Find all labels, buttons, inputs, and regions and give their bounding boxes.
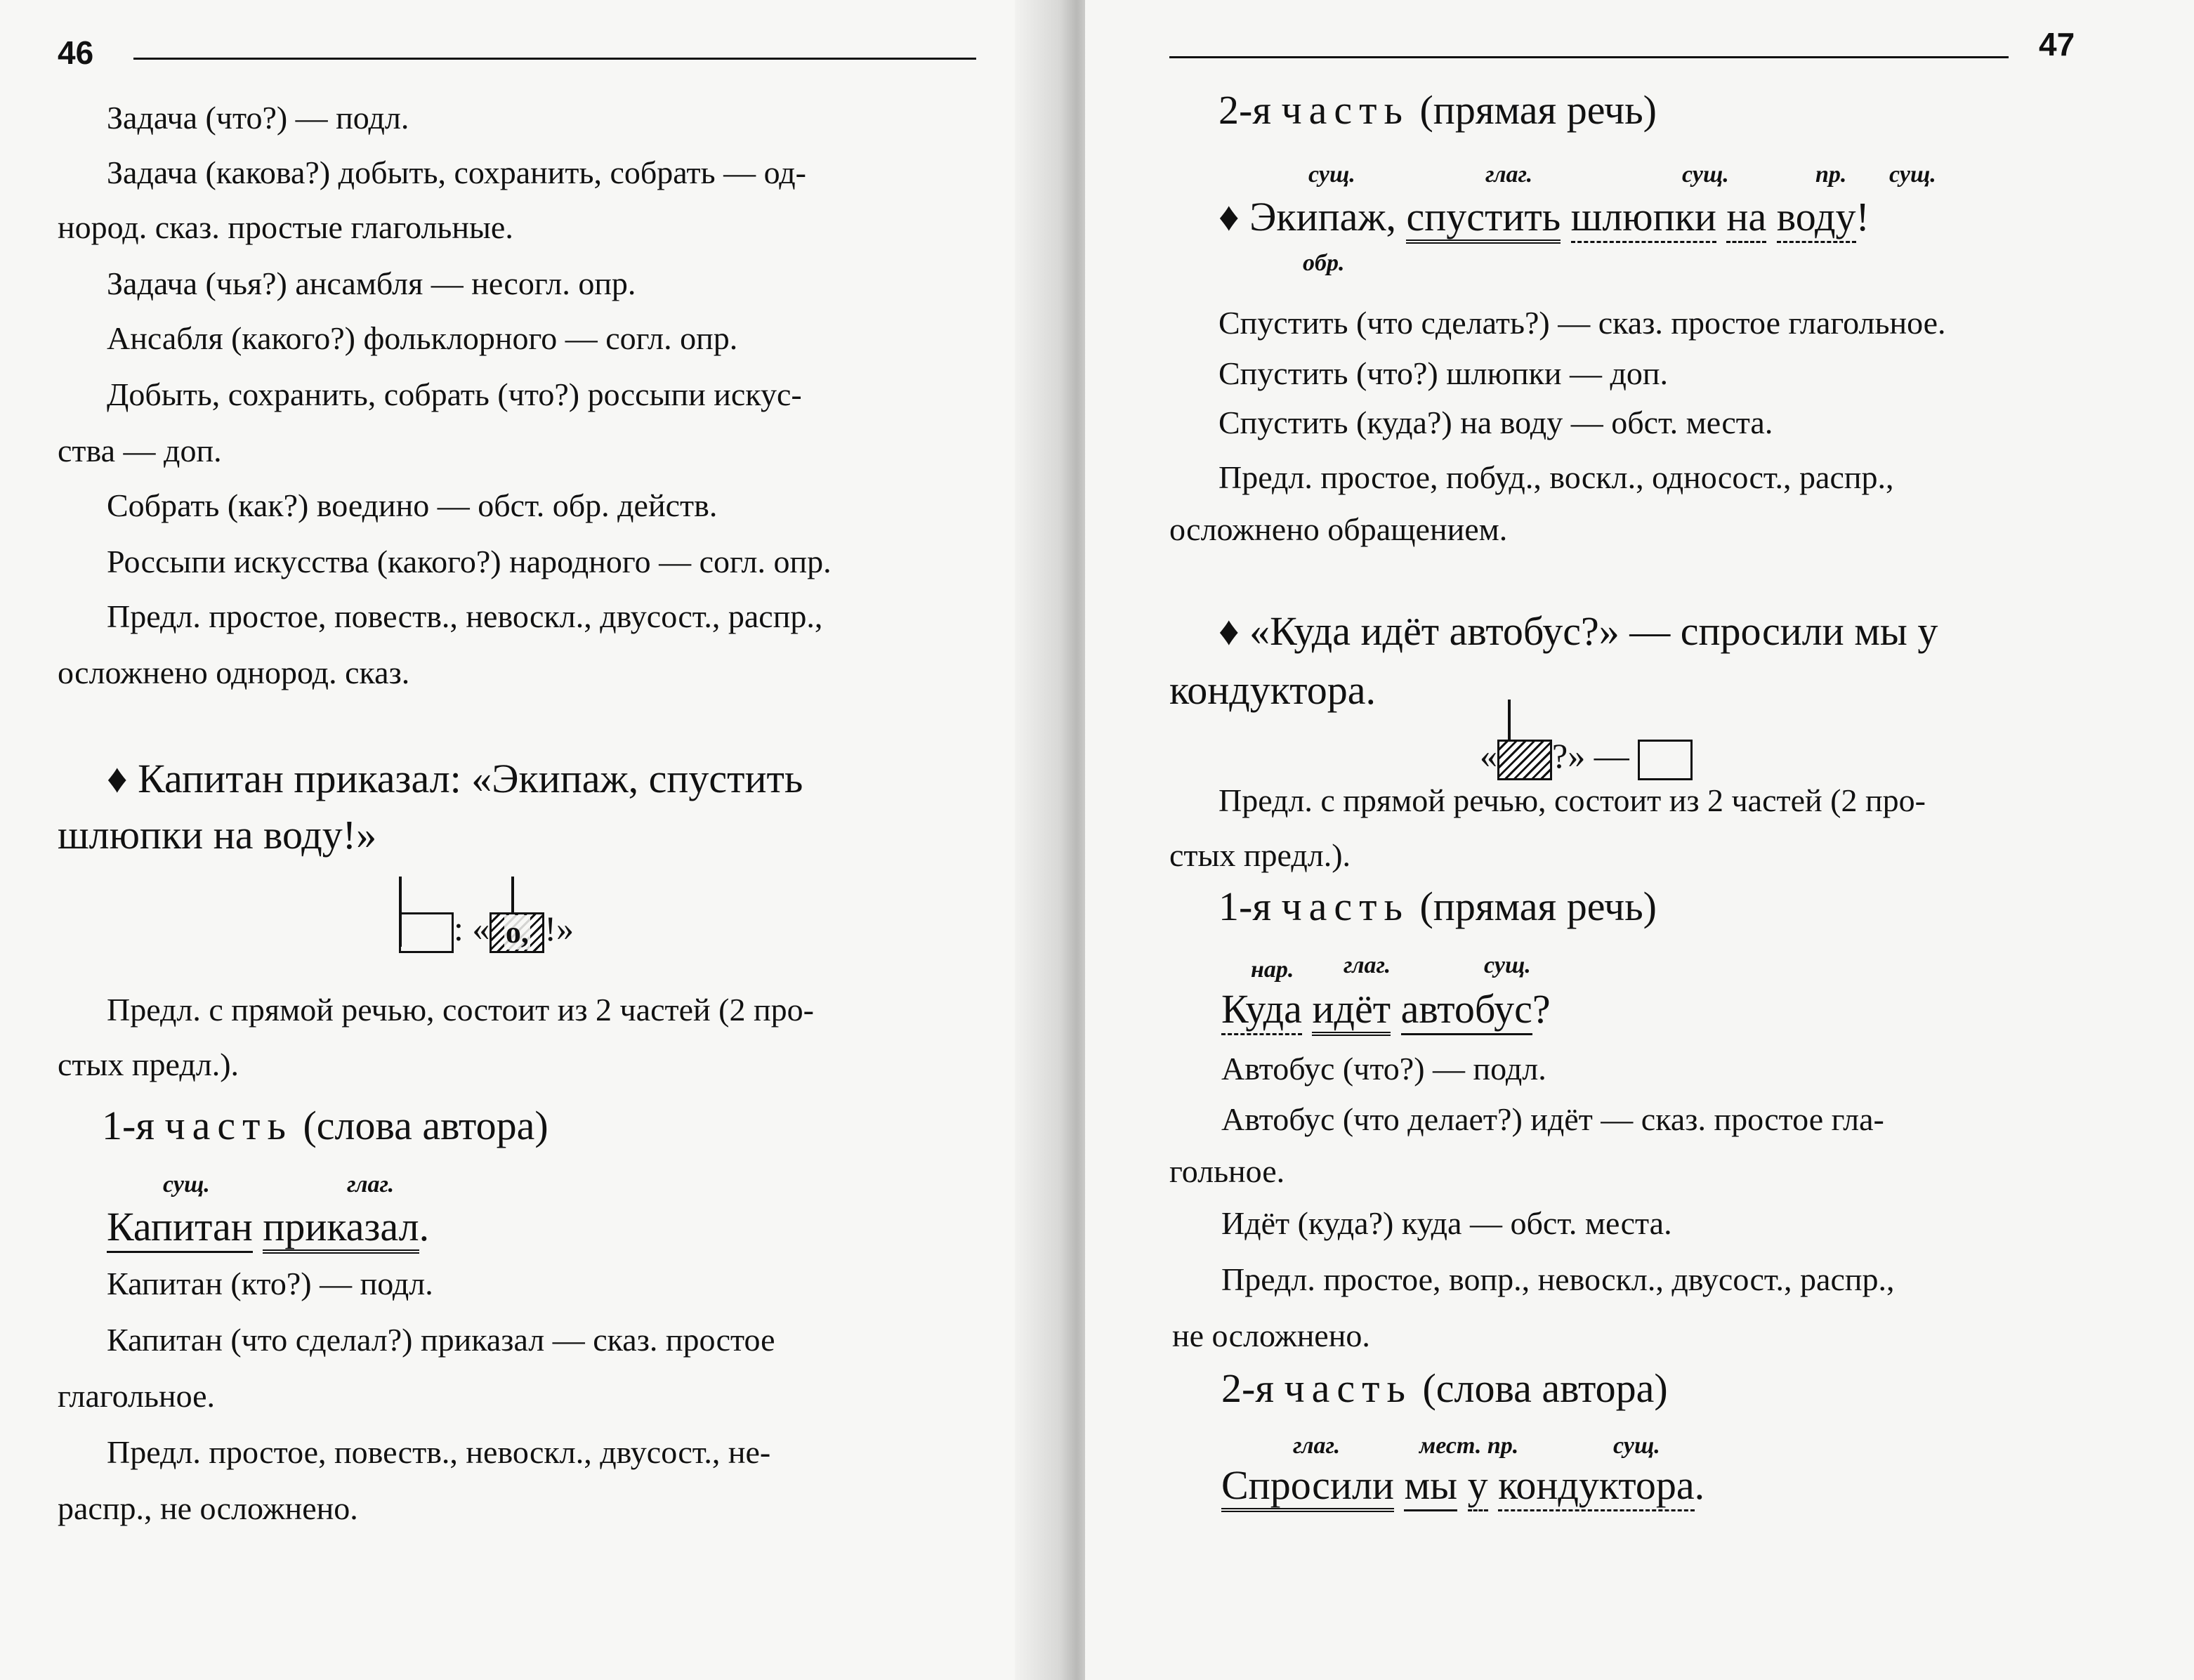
text-line: Автобус (что?) — подл. [1221,1051,1546,1087]
part-heading: 2-я часть (слова автора) [1221,1365,1668,1411]
author-words-box [399,912,454,953]
sentence-scheme: : « о, !» [399,907,574,953]
text-line: ства — доп. [58,433,222,468]
text-line: стых предл.). [1169,837,1351,873]
text-line: Задача (какова?) добыть, сохранить, собрать — од- [107,155,806,190]
left-page [0,0,1068,1680]
part-heading: 2-я часть (прямая речь) [1218,87,1657,133]
parsed-sentence: Куда идёт автобус? [1221,986,1551,1032]
example-sentence: ♦ «Куда идёт автобус?» — спросили мы у [1218,608,1938,654]
gloss-label: сущ. [1682,162,1729,188]
text-line: Спустить (куда?) на воду — обст. места. [1218,405,1773,440]
text-line: Предл. простое, повеств., невоскл., двусост., распр., [107,598,823,634]
gloss-label: сущ. [163,1172,210,1197]
text-line: Спустить (что?) шлюпки — доп. [1218,355,1669,391]
text-line: Предл. с прямой речью, состоит из 2 частей (2 про- [107,992,814,1028]
header-rule [1169,56,2009,58]
header-rule [133,58,976,60]
gloss-label: мест. пр. [1419,1433,1519,1459]
gloss-label: глаг. [1293,1433,1341,1459]
gloss-label: сущ. [1484,952,1531,978]
example-sentence: ♦ Капитан приказал: «Экипаж, спустить [107,756,803,801]
direct-speech-box [1497,740,1552,780]
example-sentence-cont: шлюпки на воду!» [58,812,377,858]
text-line: Собрать (как?) воедино — обст. обр. действ. [107,487,718,523]
text-line: осложнено обращением. [1169,511,1508,547]
text-line: не осложнено. [1172,1318,1370,1353]
text-line: Капитан (кто?) — подл. [107,1266,433,1301]
direct-speech-box: о, [490,912,544,953]
text-line: гольное. [1169,1153,1285,1189]
gloss-label: сущ. [1613,1433,1660,1459]
text-line: Спустить (что сделать?) — сказ. простое глагольное. [1218,305,1946,341]
text-line: Задача (что?) — подл. [107,100,409,136]
gloss-label: обр. [1303,250,1345,276]
text-line: Автобус (что делает?) идёт — сказ. простое гла- [1221,1101,1884,1137]
sentence-scheme: « ?» — [1480,735,1693,780]
page-number: 46 [58,34,94,71]
text-line: Задача (чья?) ансамбля — несогл. опр. [107,265,636,301]
text-line: нород. сказ. простые глагольные. [58,209,513,245]
parsed-sentence: Спросили мы у кондуктора. [1221,1462,1704,1509]
part-heading: 1-я часть (прямая речь) [1218,884,1657,929]
gloss-label: нар. [1251,957,1294,983]
gloss-label: сущ. [1889,162,1936,188]
part-heading: 1-я часть (слова автора) [102,1103,548,1148]
example-sentence-cont: кондуктора. [1169,667,1377,713]
text-line: Предл. с прямой речью, состоит из 2 частей (2 про- [1218,782,1926,818]
text-line: Предл. простое, повеств., невоскл., двусост., не- [107,1434,771,1470]
gloss-label: глаг. [1485,162,1533,188]
gloss-label: пр. [1815,162,1847,188]
parsed-sentence: Капитан приказал. [107,1204,429,1250]
text-line: Россыпи искусства (какого?) народного — согл. опр. [107,544,832,579]
text-line: распр., не осложнено. [58,1490,358,1526]
text-line: Идёт (куда?) куда — обст. места. [1221,1205,1672,1241]
parsed-sentence: ♦ Экипаж, спустить шлюпки на воду! [1218,194,1870,240]
text-line: стых предл.). [58,1046,239,1082]
text-line: Ансабля (какого?) фольклорного — согл. опр. [107,320,738,356]
text-line: глагольное. [58,1378,216,1414]
text-line: осложнено однород. сказ. [58,655,410,690]
gloss-label: глаг. [1344,952,1391,978]
author-words-box [1638,740,1693,780]
text-line: Предл. простое, побуд., воскл., односост., распр., [1218,459,1894,495]
text-line: Добыть, сохранить, собрать (что?) россыпи искус- [107,376,802,412]
gloss-label: глаг. [347,1172,395,1197]
right-page [1085,0,2194,1680]
page-number: 47 [2039,26,2075,63]
text-line: Капитан (что сделал?) приказал — сказ. простое [107,1322,775,1358]
text-line: Предл. простое, вопр., невоскл., двусост., распр., [1221,1261,1895,1297]
gloss-label: сущ. [1308,162,1355,188]
